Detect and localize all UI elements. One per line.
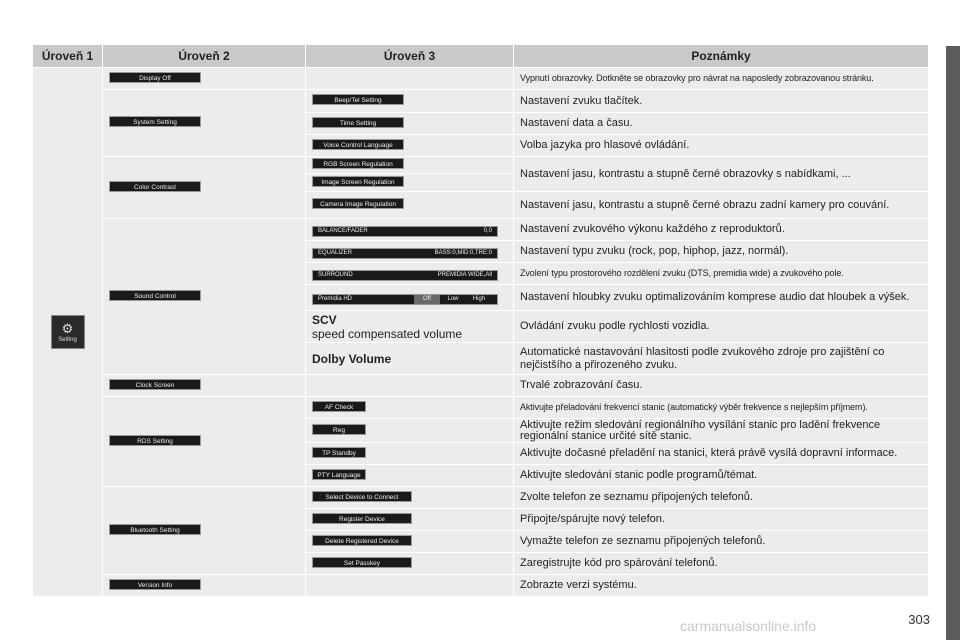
- voice-control-language-button[interactable]: Voice Control Language: [312, 139, 404, 150]
- table-row: Clock Screen Trvalé zobrazování času.: [33, 375, 929, 397]
- premidia-hd-button[interactable]: Premidia HD Off Low High: [312, 294, 498, 305]
- page-edge-bar: [946, 46, 960, 640]
- premidia-high-option[interactable]: High: [472, 295, 486, 302]
- header-level1: Úroveň 1: [33, 45, 103, 68]
- table-row: Version Info Zobrazte verzi systému.: [33, 575, 929, 597]
- header-level2: Úroveň 2: [103, 45, 306, 68]
- pty-language-button[interactable]: PTY Language: [312, 469, 366, 480]
- af-check-button[interactable]: AF Check: [312, 401, 366, 412]
- table-row: RDS Setting AF Check Aktivujte přeladování frekvencí stanic (automatický výběr frekvence s nejlepším příjmem).: [33, 397, 929, 419]
- system-setting-button[interactable]: System Setting: [109, 116, 201, 127]
- level1-cell: [33, 68, 103, 597]
- table-row: Reg Aktivujte režim sledování regionálního vysílání stanic pro ladění frekvence regionální stanice určité sítě stanic.: [33, 419, 929, 443]
- clock-screen-button[interactable]: Clock Screen: [109, 379, 201, 390]
- settings-table: [32, 44, 929, 597]
- table-row: Set Passkey Zaregistrujte kód pro spárování telefonů.: [33, 553, 929, 575]
- table-row: Voice Control Language Volba jazyka pro hlasové ovládání.: [33, 135, 929, 157]
- rgb-screen-regulation-button[interactable]: RGB Screen Regulation: [312, 158, 404, 169]
- table-row: SCV speed compensated volume Ovládání zvuku podle rychlosti vozidla.: [33, 311, 929, 343]
- table-row: SURROUND PREMIDIA WIDE,All Zvolení typu prostorového rozdělení zvuku (DTS, premidia wide) a zvukového pole.: [33, 263, 929, 285]
- table-row: Premidia HD Off Low High Nastavení hloubky zvuku optimalizováním komprese audio dat hloubek a výšek.: [33, 285, 929, 311]
- set-passkey-button[interactable]: Set Passkey: [312, 557, 412, 568]
- table-row: TP Standby Aktivujte dočasné přeladění na stanici, která právě vysílá dopravní informace.: [33, 443, 929, 465]
- table-row: ⚙ Setting Display Off Vypnutí obrazovky. Dotkněte se obrazovky pro návrat na naposledy zobrazovanou stránku.: [33, 68, 929, 90]
- sound-control-button[interactable]: Sound Control: [109, 290, 201, 301]
- table-row: Color Contrast RGB Screen Regulation Nastavení jasu, kontrastu a stupně černé obrazovky s nabídkami, ...: [33, 157, 929, 174]
- table-row: PTY Language Aktivujte sledování stanic podle programů/témat.: [33, 465, 929, 487]
- camera-image-regulation-button[interactable]: Camera Image Regulation: [312, 198, 404, 209]
- watermark: carmanualsonline.info: [680, 618, 817, 634]
- select-device-button[interactable]: Select Device to Connect: [312, 491, 412, 502]
- scv-label: SCV: [312, 312, 337, 327]
- image-screen-regulation-button[interactable]: Image Screen Regulation: [312, 176, 404, 187]
- dolby-volume-label: Dolby Volume: [312, 351, 392, 366]
- version-info-button[interactable]: Version Info: [109, 579, 201, 590]
- header-level3: Úroveň 3: [306, 45, 514, 68]
- delete-registered-device-button[interactable]: Delete Registered Device: [312, 535, 412, 546]
- display-off-button[interactable]: Display Off: [109, 72, 201, 83]
- balance-fader-button[interactable]: BALANCE/FADER 0,0: [312, 226, 498, 237]
- bluetooth-setting-button[interactable]: Bluetooth Setting: [109, 524, 201, 535]
- gear-icon: ⚙: [61, 320, 74, 336]
- table-row: System Setting Beep/Tel Setting Nastavení zvuku tlačítek.: [33, 90, 929, 113]
- rds-setting-button[interactable]: RDS Setting: [109, 435, 201, 446]
- setting-button[interactable]: ⚙ Setting: [51, 315, 85, 349]
- header-row: [33, 45, 929, 68]
- table-row: Delete Registered Device Vymažte telefon ze seznamu připojených telefonů.: [33, 531, 929, 553]
- table-row: Bluetooth Setting Select Device to Connect Zvolte telefon ze seznamu připojených telefonů.: [33, 487, 929, 509]
- premidia-low-option[interactable]: Low: [447, 295, 459, 302]
- surround-button[interactable]: SURROUND PREMIDIA WIDE,All: [312, 270, 498, 281]
- beep-tel-setting-button[interactable]: Beep/Tel Setting: [312, 94, 404, 105]
- table-row: Register Device Připojte/spárujte nový telefon.: [33, 509, 929, 531]
- table-row: Time Setting Nastavení data a času.: [33, 113, 929, 135]
- equalizer-button[interactable]: EQUALIZER BASS:0,MID:0,TRE:0: [312, 248, 498, 259]
- table-row: Dolby Volume Automatické nastavování hlasitosti podle zvukového zdroje pro zajištění co nejčistšího a přirozeného zvuku.: [33, 343, 929, 375]
- register-device-button[interactable]: Register Device: [312, 513, 412, 524]
- time-setting-button[interactable]: Time Setting: [312, 117, 404, 128]
- page-number: 303: [908, 612, 930, 627]
- table-row: Camera Image Regulation Nastavení jasu, kontrastu a stupně černé obrazu zadní kamery pro couvání.: [33, 192, 929, 219]
- table-row: Sound Control BALANCE/FADER 0,0 Nastavení zvukového výkonu každého z reproduktorů.: [33, 219, 929, 241]
- reg-button[interactable]: Reg: [312, 424, 366, 435]
- premidia-off-option[interactable]: Off: [414, 294, 440, 305]
- tp-standby-button[interactable]: TP Standby: [312, 447, 366, 458]
- color-contrast-button[interactable]: Color Contrast: [109, 181, 201, 192]
- table-row: EQUALIZER BASS:0,MID:0,TRE:0 Nastavení typu zvuku (rock, pop, hiphop, jazz, normál).: [33, 241, 929, 263]
- header-notes: Poznámky: [514, 45, 929, 68]
